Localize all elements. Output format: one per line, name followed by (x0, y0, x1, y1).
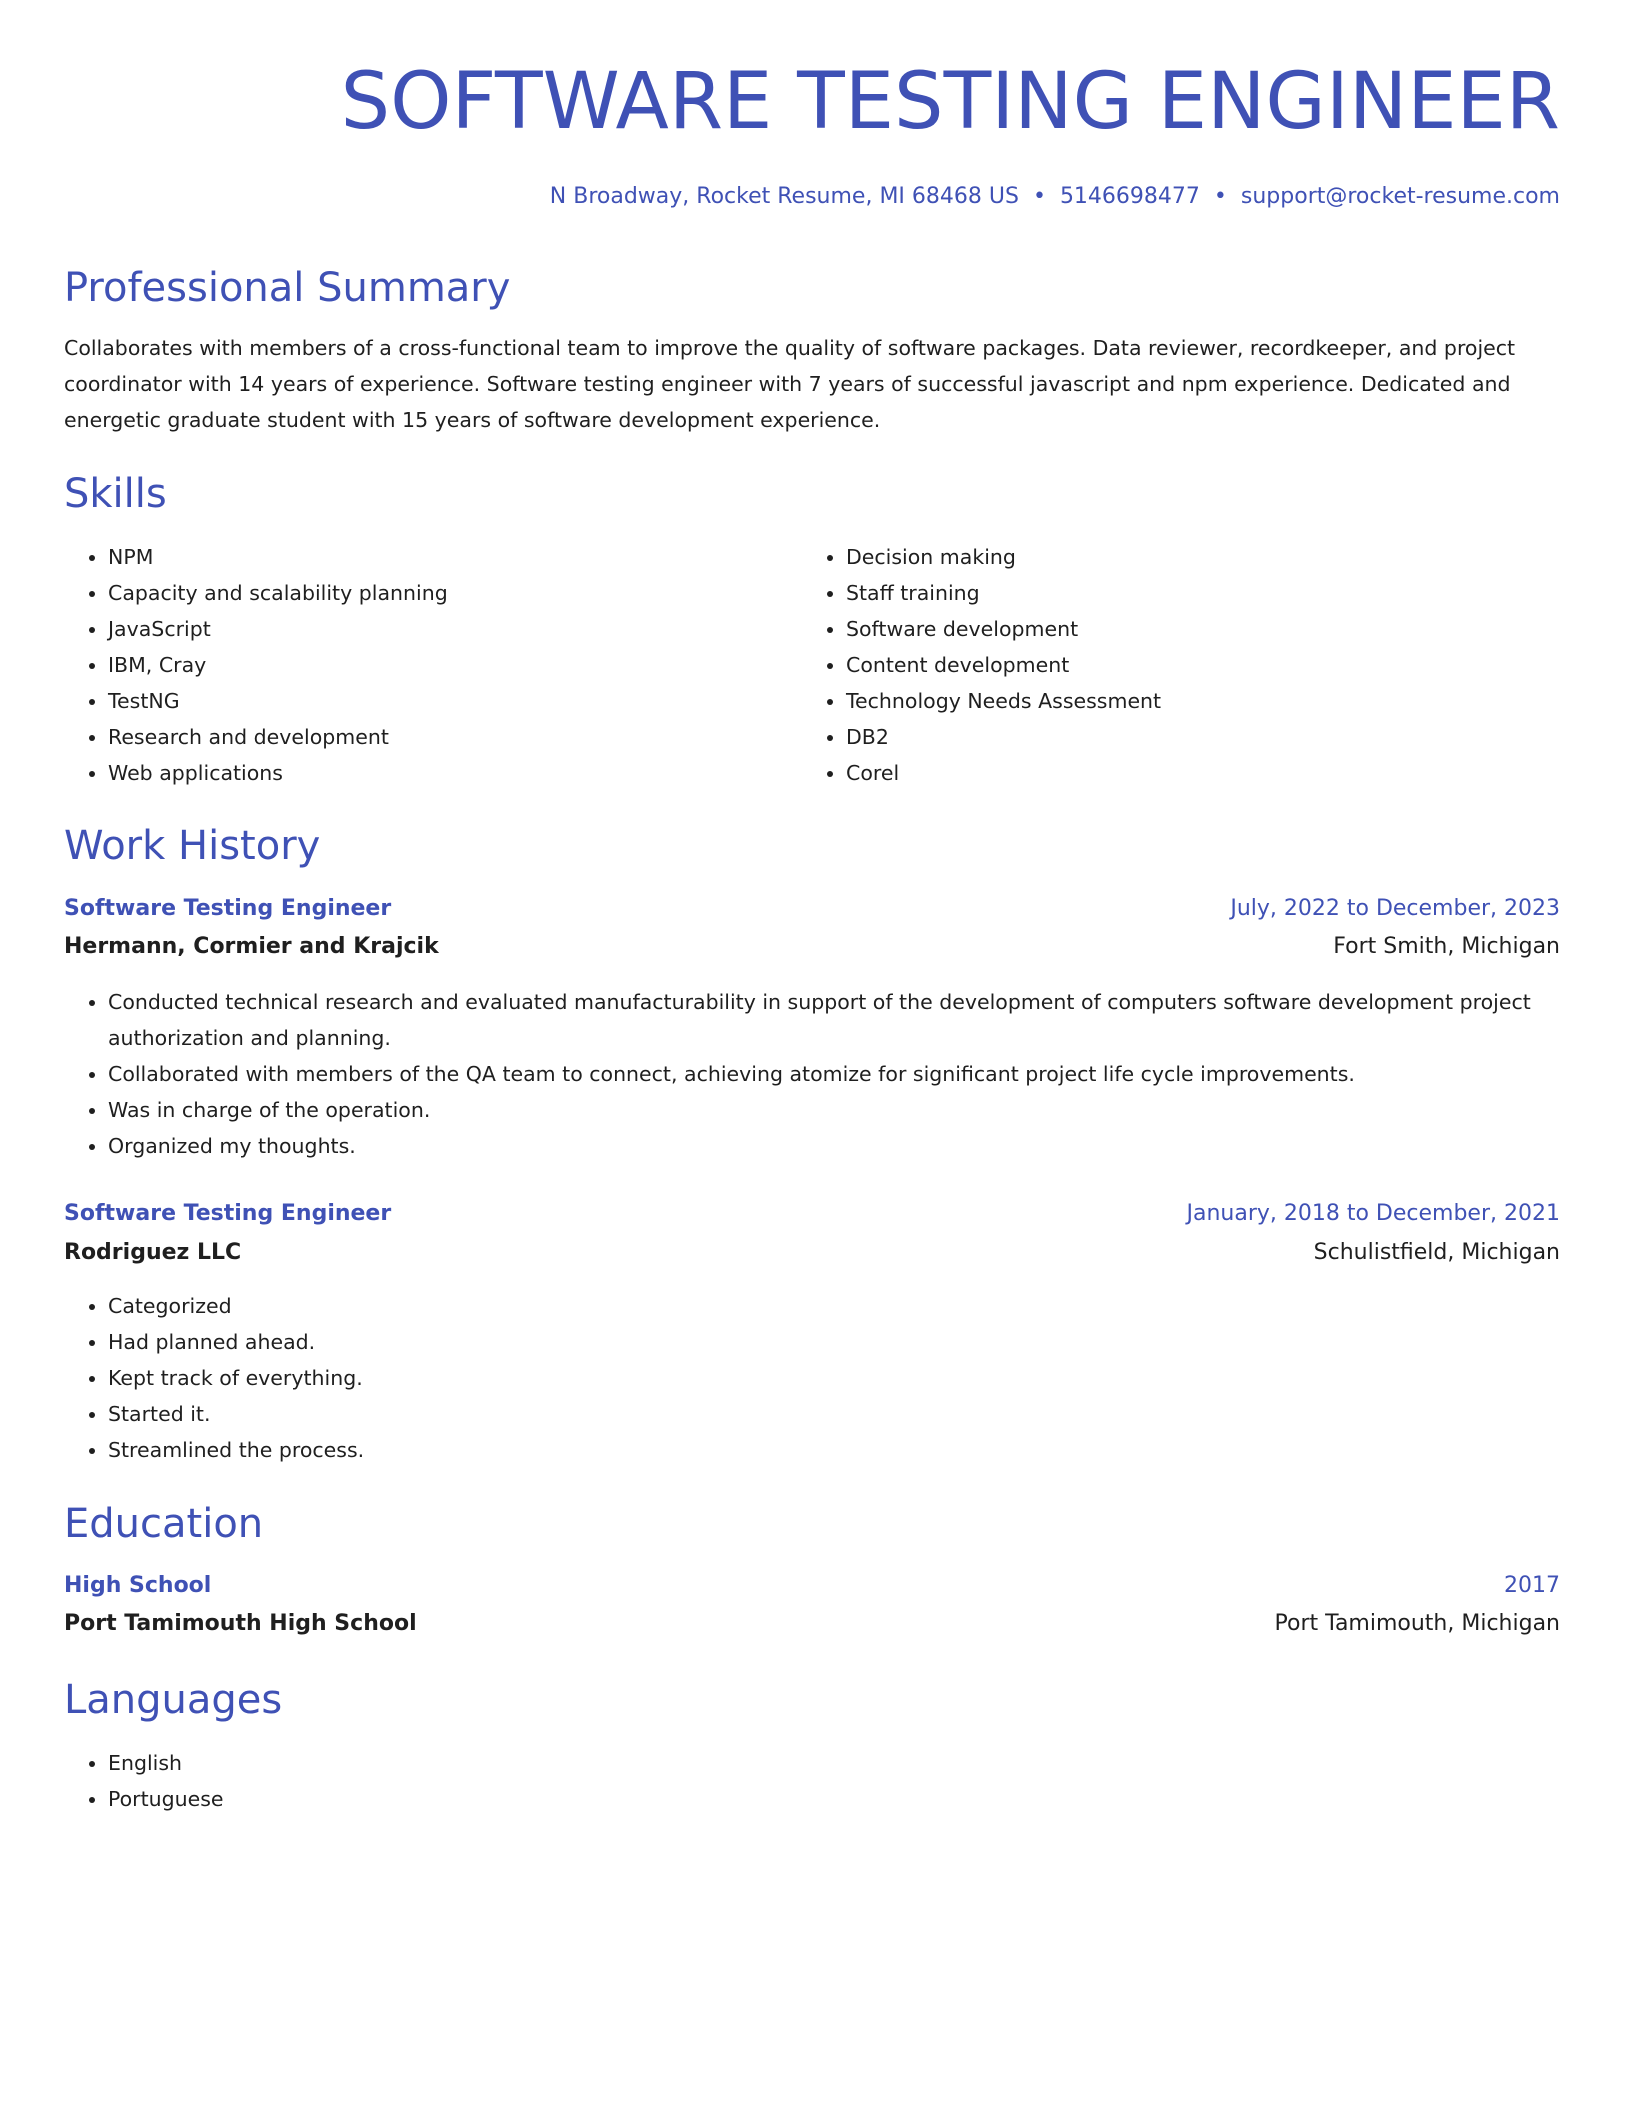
skills-heading: Skills (64, 471, 167, 517)
job-company: Rodriguez LLC (64, 1240, 242, 1265)
job-location: Schulistfield, Michigan (1313, 1240, 1560, 1265)
summary-text: Collaborates with members of a cross-functional team to improve the quality of software packages. Data reviewer, recordkeeper, and project coordinator with 14 years of experience. Software testing engineer with 7 years of successful javascript and npm experience. Dedicated and energetic graduate student with 15 years of software development experience. (64, 336, 1516, 432)
skill-item: • NPM (108, 539, 808, 575)
skill-item: • DB2 (846, 719, 1546, 755)
job-role: Software Testing Engineer (64, 896, 392, 921)
languages-heading: Languages (64, 1677, 283, 1723)
job-bullet: • Categorized (108, 1288, 1604, 1324)
skill-item: • Capacity and scalability planning (108, 575, 808, 611)
summary-heading: Professional Summary (64, 265, 511, 311)
contact-phone: 5146698477 (1059, 184, 1200, 209)
contact-email: support@rocket-resume.com (1240, 184, 1560, 209)
skill-item: • TestNG (108, 683, 808, 719)
job-company: Hermann, Cormier and Krajcik (64, 934, 439, 959)
contact-separator: • (1213, 184, 1227, 209)
job-dates: July, 2022 to December, 2023 (1230, 896, 1560, 921)
job-subheader (64, 1237, 1560, 1269)
job-role: Software Testing Engineer (64, 1201, 392, 1226)
job-bullet: • Organized my thoughts. (108, 1128, 1604, 1164)
education-school: Port Tamimouth High School (64, 1611, 417, 1636)
resume-page (64, 0, 1560, 1811)
skill-item: • Corel (846, 755, 1546, 791)
skill-item: • Technology Needs Assessment (846, 683, 1546, 719)
education-year: 2017 (1504, 1573, 1560, 1598)
job-bullet: • Conducted technical research and evaluated manufacturability in support of the development of computers software development project authorization and planning. (108, 984, 1604, 1056)
skills-list-left (64, 539, 808, 791)
contact-address: N Broadway, Rocket Resume, MI 68468 US (549, 184, 1019, 209)
job-bullet: • Kept track of everything. (108, 1360, 1604, 1396)
job-header (64, 893, 1560, 925)
work-history-heading: Work History (64, 823, 321, 869)
skill-item: • Content development (846, 647, 1546, 683)
contact-separator: • (1032, 184, 1046, 209)
skill-item: • Staff training (846, 575, 1546, 611)
resume-header (64, 0, 1560, 212)
job-subheader (64, 931, 1560, 963)
resume-name: SOFTWARE TESTING ENGINEER (340, 57, 1560, 147)
education-location: Port Tamimouth, Michigan (1274, 1611, 1560, 1636)
skill-item: • Research and development (108, 719, 808, 755)
education-header (64, 1570, 1560, 1602)
job-bullet: • Streamlined the process. (108, 1432, 1604, 1468)
job-bullet: • Was in charge of the operation. (108, 1092, 1604, 1128)
skill-item: • JavaScript (108, 611, 808, 647)
skill-item: • Decision making (846, 539, 1546, 575)
skills-list-right (802, 539, 1546, 791)
education-subheader (64, 1608, 1560, 1640)
contact-line (64, 182, 1560, 212)
skill-item: • IBM, Cray (108, 647, 808, 683)
job-bullet: • Collaborated with members of the QA team to connect, achieving atomize for significant project life cycle improvements. (108, 1056, 1604, 1092)
education-degree: High School (64, 1573, 212, 1598)
job-location: Fort Smith, Michigan (1333, 934, 1560, 959)
job-bullet: • Started it. (108, 1396, 1604, 1432)
languages-list (64, 1745, 808, 1817)
job-header (64, 1198, 1560, 1230)
language-item: • English (108, 1745, 808, 1781)
job-bullets (64, 1288, 1604, 1468)
language-item: • Portuguese (108, 1781, 808, 1817)
skill-item: • Web applications (108, 755, 808, 791)
job-bullet: • Had planned ahead. (108, 1324, 1604, 1360)
skill-item: • Software development (846, 611, 1546, 647)
education-heading: Education (64, 1501, 264, 1547)
job-bullets (64, 984, 1604, 1164)
job-dates: January, 2018 to December, 2021 (1186, 1201, 1560, 1226)
